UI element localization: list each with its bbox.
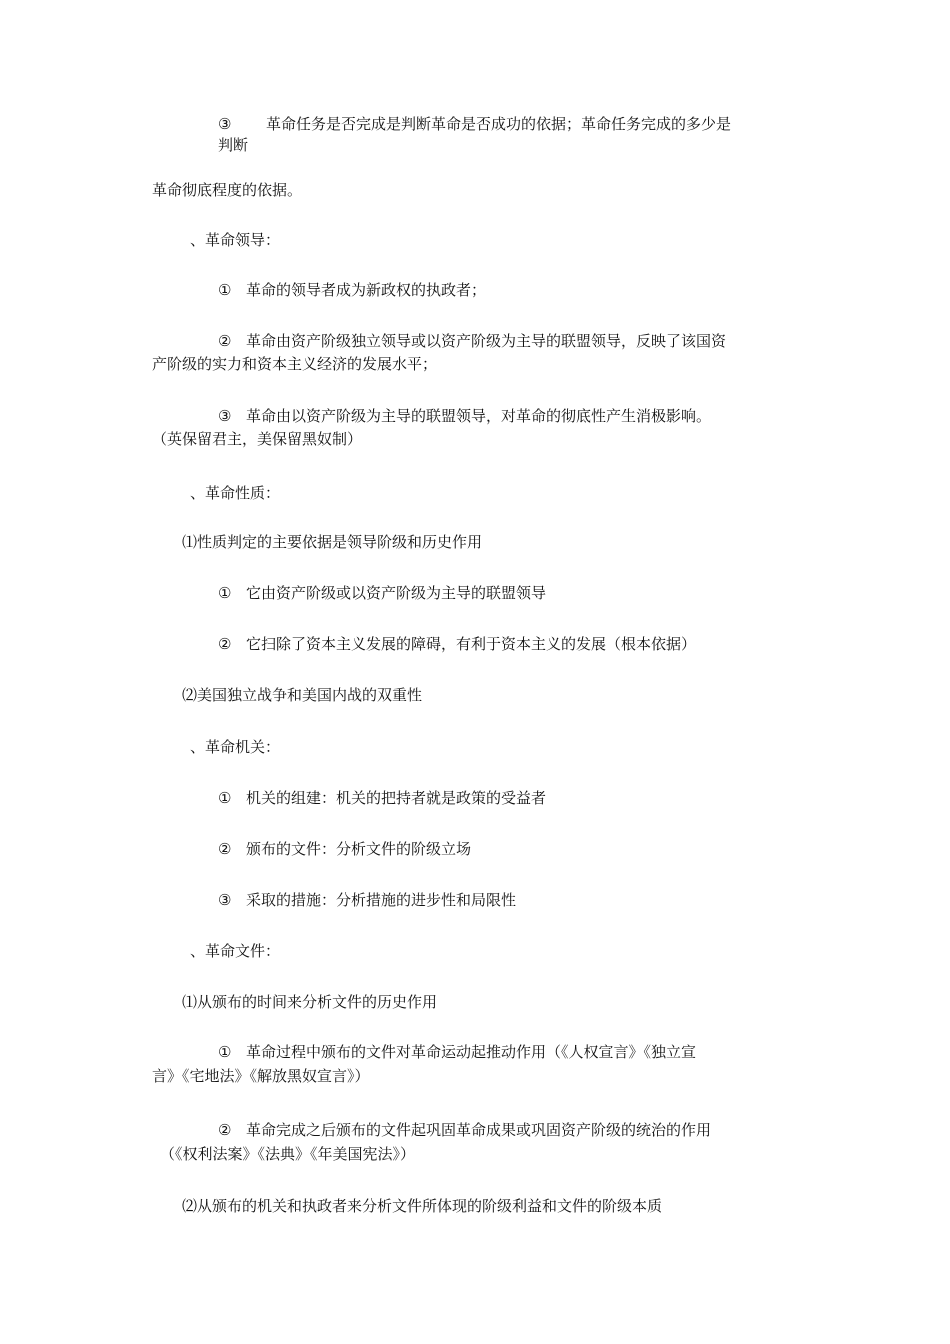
item-text: 革命过程中颁布的文件对革命运动起推动作用（《人权宣言》《独立宣 xyxy=(246,1043,697,1061)
item-marker: ③ xyxy=(218,407,232,425)
sub-heading: ⑴性质判定的主要依据是领导阶级和历史作用 xyxy=(182,533,483,551)
list-item xyxy=(218,329,726,353)
item-marker: ① xyxy=(218,1043,232,1061)
sub-heading: ⑵从颁布的机关和执政者来分析文件所体现的阶级利益和文件的阶级本质 xyxy=(182,1197,663,1215)
item-marker: ③ xyxy=(218,891,232,909)
list-item xyxy=(218,581,546,605)
list-item xyxy=(218,888,516,912)
section-heading: 、革命性质： xyxy=(190,484,281,502)
item-text-continued: （《权利法案》《法典》《年美国宪法》） xyxy=(160,1145,416,1163)
list-item xyxy=(218,1040,696,1064)
item-text: 它扫除了资本主义发展的障碍，有利于资本主义的发展（根本依据） xyxy=(246,635,697,653)
item-text-continued: 判断 xyxy=(218,136,249,154)
list-item xyxy=(218,632,696,656)
paragraph: 革命彻底程度的依据。 xyxy=(152,181,303,199)
item-text: 采取的措施：分析措施的进步性和局限性 xyxy=(246,891,517,909)
item-marker: ① xyxy=(218,789,232,807)
item-text-continued: 产阶级的实力和资本主义经济的发展水平； xyxy=(152,355,438,373)
section-heading: 、革命领导： xyxy=(190,231,281,249)
item-text: 颁布的文件：分析文件的阶级立场 xyxy=(246,840,472,858)
item-text: 革命任务是否完成是判断革命是否成功的依据；革命任务完成的多少是 xyxy=(266,115,732,133)
item-text: 革命由以资产阶级为主导的联盟领导，对革命的彻底性产生消极影响。 xyxy=(246,407,712,425)
sub-heading: ⑵美国独立战争和美国内战的双重性 xyxy=(182,686,423,704)
item-marker: ① xyxy=(218,281,232,299)
item-text: 革命由资产阶级独立领导或以资产阶级为主导的联盟领导，反映了该国资 xyxy=(246,332,727,350)
list-item xyxy=(218,278,486,302)
item-marker: ② xyxy=(218,635,232,653)
list-item xyxy=(218,837,471,861)
section-heading: 、革命文件： xyxy=(190,942,281,960)
section-heading: 、革命机关： xyxy=(190,738,281,756)
item-marker: ② xyxy=(218,840,232,858)
item-text-continued: （英保留君主，美保留黑奴制） xyxy=(152,430,363,448)
sub-heading: ⑴从颁布的时间来分析文件的历史作用 xyxy=(182,993,438,1011)
item-marker: ① xyxy=(218,584,232,602)
list-item xyxy=(218,1118,711,1142)
item-text: 机关的组建：机关的把持者就是政策的受益者 xyxy=(246,789,547,807)
list-item xyxy=(218,786,546,810)
item-marker: ② xyxy=(218,332,232,350)
item-marker: ③ xyxy=(218,115,232,133)
item-text-continued: 言》《宅地法》《解放黑奴宣言》） xyxy=(152,1067,370,1085)
item-marker: ② xyxy=(218,1121,232,1139)
list-item xyxy=(218,112,731,136)
item-text: 革命完成之后颁布的文件起巩固革命成果或巩固资产阶级的统治的作用 xyxy=(246,1121,712,1139)
item-text: 革命的领导者成为新政权的执政者； xyxy=(246,281,487,299)
item-text: 它由资产阶级或以资产阶级为主导的联盟领导 xyxy=(246,584,547,602)
list-item xyxy=(218,404,711,428)
